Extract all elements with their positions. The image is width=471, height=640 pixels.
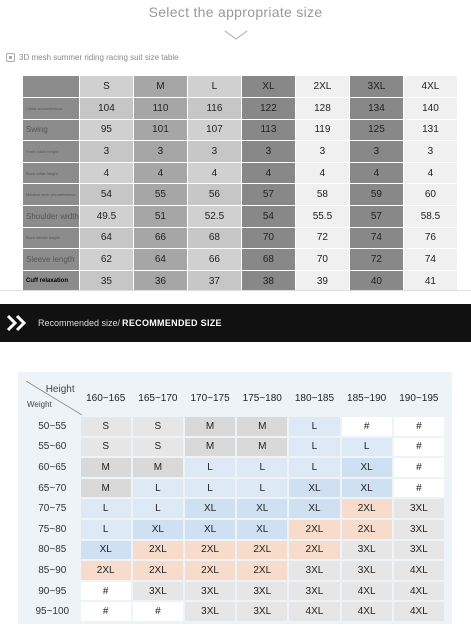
recommend-cell: 2XL (289, 520, 339, 539)
measurement-cell: 128 (296, 98, 349, 119)
measurement-cell: 4 (350, 163, 403, 184)
divider (0, 290, 471, 291)
page-title: Select the appropriate size (148, 4, 323, 20)
recommended-size-banner (0, 304, 471, 342)
measurement-label: Medical neck circumference (23, 184, 79, 205)
measurement-cell: 140 (404, 98, 457, 119)
measurement-cell: 72 (350, 249, 403, 270)
measurement-cell: 57 (242, 184, 295, 205)
recommend-row (26, 541, 444, 560)
size-header-cell: 2XL (296, 76, 349, 97)
measurement-label: Chest circumference (23, 98, 79, 119)
size-table-caption (6, 53, 179, 62)
height-header-cell: 190~195 (394, 381, 444, 415)
recommend-cell: 3XL (237, 582, 287, 601)
size-header-cell: 4XL (404, 76, 457, 97)
recommend-cell: S (133, 438, 183, 457)
recommend-cell: 3XL (394, 520, 444, 539)
size-table-row (23, 163, 457, 184)
recommend-cell: 3XL (289, 582, 339, 601)
measurement-label: Cuff relaxation (23, 271, 79, 292)
size-table-row (23, 141, 457, 162)
measurement-cell: 57 (350, 206, 403, 227)
measurement-cell: 60 (404, 184, 457, 205)
measurement-cell: 4 (296, 163, 349, 184)
measurement-cell: 119 (296, 120, 349, 141)
weight-header-cell: 60~65 (26, 458, 79, 477)
recommend-cell: # (342, 417, 392, 436)
measurement-cell: 74 (350, 228, 403, 249)
measurement-cell: 64 (80, 228, 133, 249)
recommend-cell: 3XL (185, 602, 235, 621)
recommended-size-chart (18, 372, 452, 624)
measurement-cell: 3 (242, 141, 295, 162)
weight-header-cell: 80~85 (26, 541, 79, 560)
recommend-cell: L (133, 499, 183, 518)
recommend-cell: 2XL (133, 561, 183, 580)
measurement-cell: 64 (134, 249, 187, 270)
table-icon (6, 53, 15, 62)
recommend-cell: L (185, 479, 235, 498)
recommend-cell: # (394, 479, 444, 498)
measurement-cell: 56 (188, 184, 241, 205)
recommend-cell: XL (342, 458, 392, 477)
size-header-cell: 3XL (350, 76, 403, 97)
measurement-cell: 125 (350, 120, 403, 141)
recommend-cell: # (394, 438, 444, 457)
recommend-cell: 4XL (289, 602, 339, 621)
measurement-label: Back collar height (23, 163, 79, 184)
weight-header-cell: 95~100 (26, 602, 79, 621)
recommend-cell: M (237, 438, 287, 457)
measurement-cell: 3 (188, 141, 241, 162)
measurement-cell: 51 (134, 206, 187, 227)
measurement-cell: 131 (404, 120, 457, 141)
height-header-cell: 180~185 (289, 381, 339, 415)
measurement-cell: 76 (404, 228, 457, 249)
measurement-cell: 58.5 (404, 206, 457, 227)
recommend-cell: XL (342, 479, 392, 498)
measurement-label: Swing (23, 120, 79, 141)
recommend-cell: 4XL (342, 582, 392, 601)
recommend-cell: 3XL (394, 499, 444, 518)
size-table-header-row (23, 76, 457, 97)
recommend-cell: M (133, 458, 183, 477)
recommend-cell: 2XL (133, 541, 183, 560)
banner-title: RECOMMENDED SIZE (122, 318, 222, 328)
weight-header-cell: 75~80 (26, 520, 79, 539)
measurement-cell: 110 (134, 98, 187, 119)
recommend-cell: S (133, 417, 183, 436)
measurement-cell: 70 (242, 228, 295, 249)
measurement-cell: 104 (80, 98, 133, 119)
recommend-cell: 4XL (394, 561, 444, 580)
recommend-row (26, 582, 444, 601)
recommend-cell: M (81, 479, 131, 498)
recommend-cell: 2XL (185, 541, 235, 560)
measurement-cell: 95 (80, 120, 133, 141)
measurement-cell: 49.5 (80, 206, 133, 227)
recommend-table (24, 379, 446, 623)
measurement-cell: 3 (404, 141, 457, 162)
measurement-cell: 37 (188, 271, 241, 292)
recommend-cell: XL (289, 499, 339, 518)
recommend-cell: 2XL (185, 561, 235, 580)
recommend-cell: L (81, 520, 131, 539)
recommend-cell: XL (81, 541, 131, 560)
recommend-row (26, 520, 444, 539)
measurement-cell: 122 (242, 98, 295, 119)
recommend-cell: XL (289, 479, 339, 498)
banner-text: Recommended size/ (38, 318, 121, 328)
weight-header-cell: 50~55 (26, 417, 79, 436)
recommend-cell: XL (237, 499, 287, 518)
recommend-row (26, 417, 444, 436)
measurement-cell: 52.5 (188, 206, 241, 227)
height-header-cell: 185~190 (342, 381, 392, 415)
measurement-cell: 59 (350, 184, 403, 205)
size-header-cell: M (134, 76, 187, 97)
recommend-cell: XL (237, 520, 287, 539)
recommend-cell: XL (133, 520, 183, 539)
chevron-down-icon (224, 30, 248, 40)
size-header-cell: S (80, 76, 133, 97)
recommend-cell: 2XL (342, 499, 392, 518)
measurement-cell: 54 (80, 184, 133, 205)
recommend-corner-cell (26, 381, 79, 415)
measurement-cell: 68 (188, 228, 241, 249)
recommend-cell: 3XL (342, 541, 392, 560)
measurement-cell: 40 (350, 271, 403, 292)
recommend-cell: L (185, 458, 235, 477)
recommend-cell: M (185, 438, 235, 457)
recommend-row (26, 602, 444, 621)
height-axis-label: Height (45, 384, 75, 395)
size-header-cell: L (188, 76, 241, 97)
measurement-cell: 113 (242, 120, 295, 141)
recommend-cell: L (81, 499, 131, 518)
size-table-caption-text: 3D mesh summer riding racing suit size table (19, 53, 179, 62)
size-table-row (23, 228, 457, 249)
measurement-cell: 58 (296, 184, 349, 205)
weight-header-cell: 90~95 (26, 582, 79, 601)
size-header-cell: XL (242, 76, 295, 97)
measurement-cell: 3 (350, 141, 403, 162)
height-header-cell: 165~170 (133, 381, 183, 415)
measurement-cell: 101 (134, 120, 187, 141)
measurement-cell: 4 (242, 163, 295, 184)
recommend-cell: 4XL (394, 602, 444, 621)
size-table (22, 75, 458, 292)
recommend-cell: 3XL (185, 582, 235, 601)
height-header-cell: 160~165 (81, 381, 131, 415)
weight-header-cell: 55~60 (26, 438, 79, 457)
recommend-cell: L (342, 438, 392, 457)
measurement-cell: 55.5 (296, 206, 349, 227)
recommend-cell: L (289, 458, 339, 477)
recommend-cell: L (289, 417, 339, 436)
measurement-cell: 39 (296, 271, 349, 292)
recommend-cell: 3XL (237, 602, 287, 621)
measurement-cell: 66 (134, 228, 187, 249)
measurement-cell: 68 (242, 249, 295, 270)
recommend-cell: XL (185, 520, 235, 539)
recommend-cell: # (133, 602, 183, 621)
recommend-cell: 2XL (289, 541, 339, 560)
measurement-cell: 4 (188, 163, 241, 184)
recommend-cell: M (237, 417, 287, 436)
size-table-corner (23, 76, 79, 97)
recommend-cell: # (81, 602, 131, 621)
recommend-cell: S (81, 438, 131, 457)
measurement-cell: 74 (404, 249, 457, 270)
measurement-cell: 35 (80, 271, 133, 292)
measurement-cell: 4 (80, 163, 133, 184)
weight-header-cell: 85~90 (26, 561, 79, 580)
measurement-cell: 55 (134, 184, 187, 205)
measurement-label: Sleeve length (23, 249, 79, 270)
recommend-row (26, 479, 444, 498)
measurement-cell: 3 (296, 141, 349, 162)
recommend-row (26, 499, 444, 518)
recommend-cell: # (81, 582, 131, 601)
measurement-cell: 3 (134, 141, 187, 162)
recommend-cell: 2XL (342, 520, 392, 539)
measurement-cell: 62 (80, 249, 133, 270)
recommend-cell: 4XL (342, 602, 392, 621)
measurement-cell: 36 (134, 271, 187, 292)
recommend-cell: 2XL (81, 561, 131, 580)
measurement-cell: 134 (350, 98, 403, 119)
recommend-cell: L (237, 458, 287, 477)
double-chevron-right-icon (6, 314, 32, 332)
recommend-cell: 4XL (394, 582, 444, 601)
measurement-cell: 3 (80, 141, 133, 162)
recommend-row (26, 458, 444, 477)
measurement-label: Shoulder width (23, 206, 79, 227)
recommend-header-row (26, 381, 444, 415)
measurement-cell: 66 (188, 249, 241, 270)
recommend-cell: 2XL (237, 561, 287, 580)
recommend-row (26, 438, 444, 457)
recommend-cell: 3XL (342, 561, 392, 580)
recommend-cell: XL (185, 499, 235, 518)
recommend-cell: # (394, 458, 444, 477)
size-table-row (23, 249, 457, 270)
recommend-row (26, 561, 444, 580)
measurement-label: Back middle length (23, 228, 79, 249)
measurement-cell: 41 (404, 271, 457, 292)
size-table-row (23, 206, 457, 227)
recommend-cell: 3XL (289, 561, 339, 580)
weight-axis-label: Weight (27, 400, 52, 409)
recommend-cell: 2XL (237, 541, 287, 560)
recommend-cell: L (133, 479, 183, 498)
recommend-cell: L (237, 479, 287, 498)
weight-header-cell: 65~70 (26, 479, 79, 498)
measurement-cell: 116 (188, 98, 241, 119)
measurement-label: Front collar height (23, 141, 79, 162)
recommend-cell: # (394, 417, 444, 436)
measurement-cell: 54 (242, 206, 295, 227)
measurement-cell: 70 (296, 249, 349, 270)
height-header-cell: 170~175 (185, 381, 235, 415)
measurement-cell: 72 (296, 228, 349, 249)
size-table-row (23, 120, 457, 141)
recommend-cell: 3XL (133, 582, 183, 601)
recommend-cell: 3XL (394, 541, 444, 560)
weight-header-cell: 70~75 (26, 499, 79, 518)
measurement-cell: 4 (404, 163, 457, 184)
measurement-cell: 107 (188, 120, 241, 141)
size-table-row (23, 184, 457, 205)
measurement-cell: 4 (134, 163, 187, 184)
recommend-cell: L (289, 438, 339, 457)
recommend-cell: M (185, 417, 235, 436)
size-table-row (23, 98, 457, 119)
recommend-cell: S (81, 417, 131, 436)
recommend-cell: M (81, 458, 131, 477)
size-table-row (23, 271, 457, 292)
height-header-cell: 175~180 (237, 381, 287, 415)
measurement-cell: 38 (242, 271, 295, 292)
